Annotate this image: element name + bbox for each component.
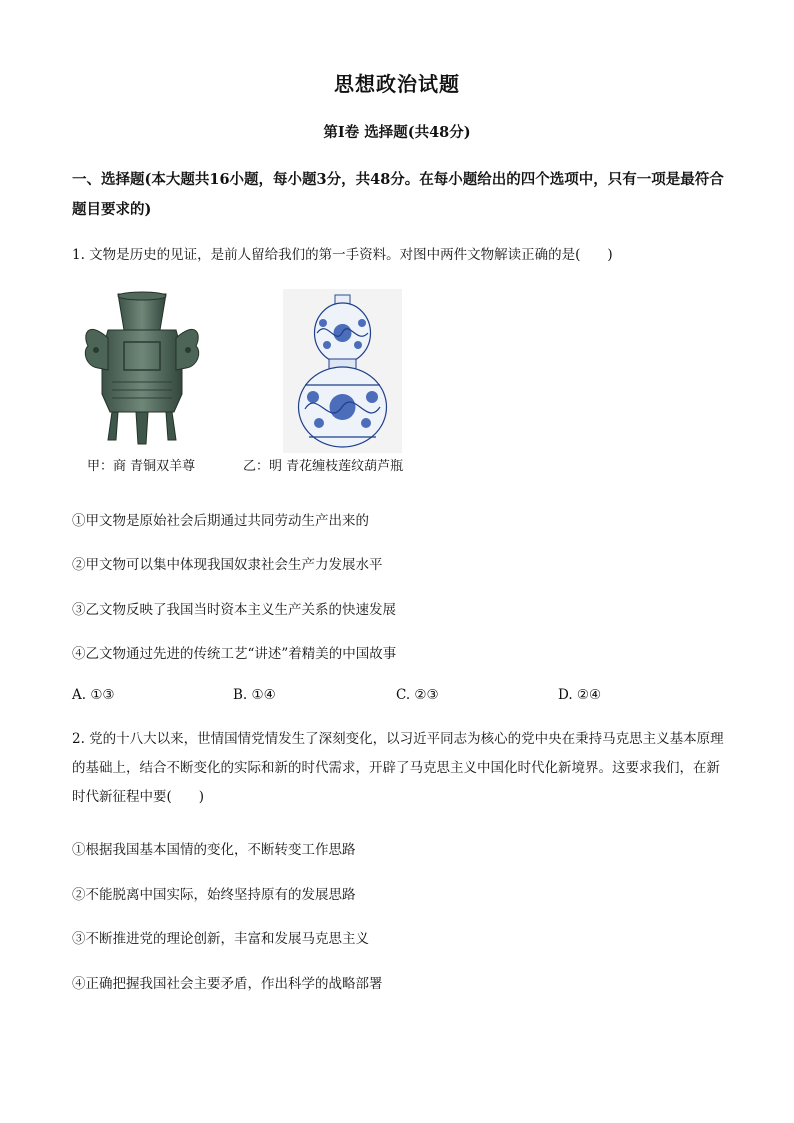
q2-statement: ①根据我国基本国情的变化，不断转变工作思路 bbox=[72, 842, 356, 858]
q2-statement: ③不断推进党的理论创新，丰富和发展马克思主义 bbox=[72, 931, 369, 947]
artifact-a-caption: 甲：商 青铜双羊尊 bbox=[87, 459, 196, 474]
q1-statement: ④乙文物通过先进的传统工艺“讲述”着精美的中国故事 bbox=[72, 646, 397, 662]
part-subtitle: 第Ⅰ卷 选择题(共48分) bbox=[323, 124, 471, 141]
porcelain-gourd-vase-image bbox=[283, 289, 402, 453]
bronze-zun-image bbox=[78, 290, 206, 450]
q1-statement: ②甲文物可以集中体现我国奴隶社会生产力发展水平 bbox=[72, 557, 383, 573]
question-2-stem: 2. 党的十八大以来，世情国情党情发生了深刻变化，以习近平同志为核心的党中央在秉持马克思主义基本原理的基础上，结合不断变化的实际和新的时代需求，开辟了马克思主义中国化时代化新境界。这要求我们，在新时代新征程中要( ) bbox=[72, 731, 724, 805]
q1-option-b: B. ①④ bbox=[233, 687, 276, 703]
q2-statement: ④正确把握我国社会主要矛盾，作出科学的战略部署 bbox=[72, 976, 383, 992]
question-1-stem: 1. 文物是历史的见证，是前人留给我们的第一手资料。对图中两件文物解读正确的是( ) bbox=[72, 247, 613, 263]
artifact-b-caption: 乙：明 青花缠枝莲纹葫芦瓶 bbox=[243, 459, 404, 474]
q1-option-d: D. ②④ bbox=[558, 687, 602, 703]
q2-statement: ②不能脱离中国实际，始终坚持原有的发展思路 bbox=[72, 887, 356, 903]
q1-statement: ③乙文物反映了我国当时资本主义生产关系的快速发展 bbox=[72, 602, 396, 618]
section-heading: 一、选择题(本大题共16小题，每小题3分，共48分。在每小题给出的四个选项中，只有一项是最符合题目要求的) bbox=[72, 171, 724, 218]
q1-option-c: C. ②③ bbox=[396, 687, 439, 703]
q1-statement: ①甲文物是原始社会后期通过共同劳动生产出来的 bbox=[72, 513, 369, 529]
page-title: 思想政治试题 bbox=[334, 72, 460, 96]
q1-option-a: A. ①③ bbox=[72, 687, 115, 703]
